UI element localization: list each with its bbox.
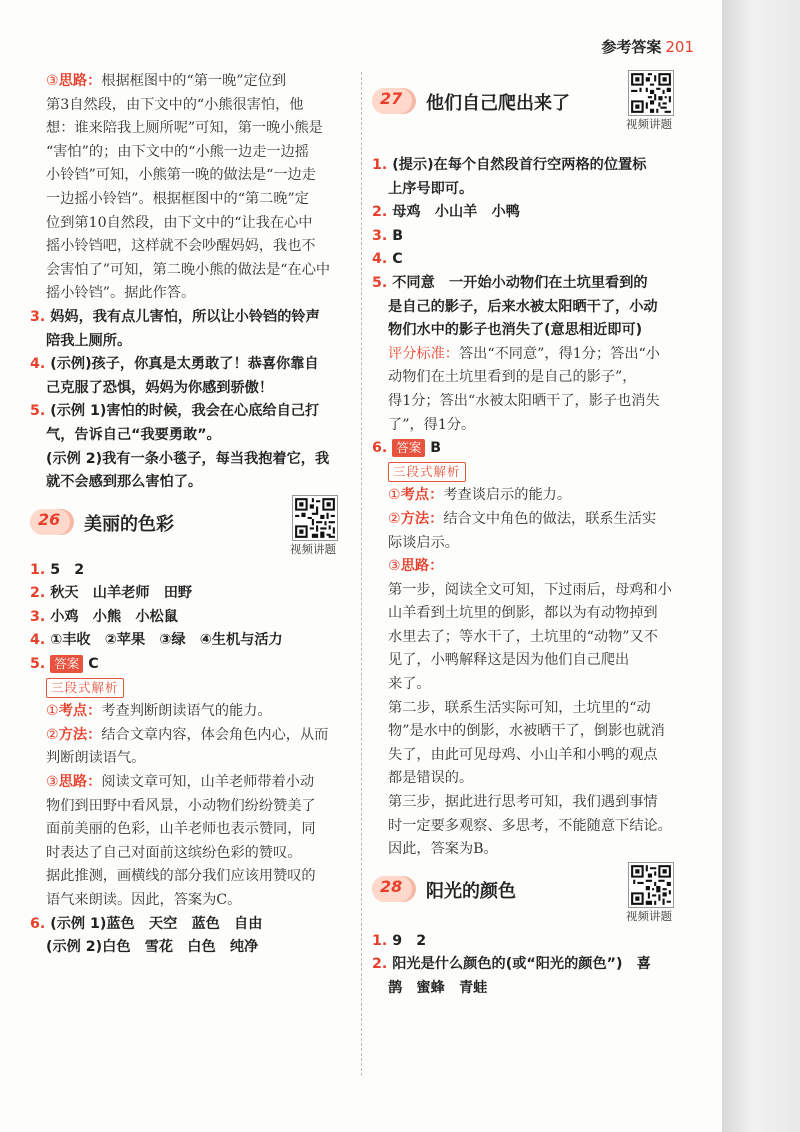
lesson-number: 28 — [380, 876, 403, 896]
answer-5: 5. 不同意 一开始小动物们在土坑里看到的 — [372, 274, 648, 291]
lesson-number: 27 — [380, 89, 403, 108]
scoring-line: 得1分；答出“水被太阳晒干了，影子也消失 — [388, 392, 660, 409]
think-line: 物们到田野中看风景，小动物们纷纷赞美了 — [46, 797, 316, 814]
answer-5: 5. (示例 1)害怕的时候，我会在心底给自己打 — [30, 403, 320, 420]
method-cont: 际谈启示。 — [388, 534, 459, 551]
answer-5-cont: 是自己的影子，后来水被太阳晒干了，小动 — [388, 298, 658, 315]
answer-1: 1. 5 2 — [30, 561, 85, 578]
answer-3: 3. 妈妈，我有点儿害怕，所以让小铃铛的铃声 — [30, 308, 320, 325]
step-3: 第三步，据此进行思考可知，我们遇到事情 — [388, 794, 658, 811]
answer-5-cont: 气，告诉自己“我要勇敢”。 — [46, 426, 221, 443]
answer-3: 3. 小鸡 小熊 小松鼠 — [30, 608, 178, 625]
answer-5-cont: 物们水中的影子也消失了(意思相近即可) — [388, 322, 643, 339]
qr-caption: 视频讲题 — [626, 908, 672, 923]
think-label: ③思路： — [388, 558, 444, 575]
method-cont: 判断朗读语气。 — [46, 750, 146, 767]
think-line: 小铃铛”可知，小熊第一晚的做法是“一边走 — [46, 167, 316, 184]
lesson-title: 他们自己爬出来了 — [426, 93, 570, 114]
qr-caption: 视频讲题 — [290, 541, 336, 556]
step-line: 因此，答案为B。 — [388, 841, 498, 858]
step-line: 见了，小鸭解释这是因为他们自己爬出 — [388, 652, 630, 669]
answer-6: 6. (示例 1)蓝色 天空 蓝色 自由 — [30, 915, 263, 932]
scoring-standard: 评分标准：答出“不同意”，得1分；答出“小 — [388, 345, 660, 362]
three-step-label: 三段式解析 — [372, 461, 694, 485]
answer-2-cont: 鹊 蜜蜂 青蛙 — [388, 980, 488, 996]
step-line: 失了，由此可见母鸡、小山羊和小鸭的观点 — [388, 746, 658, 763]
step-line: 都是错误的。 — [388, 770, 474, 787]
think-line: 位到第10自然段，由下文中的“让我在心中 — [46, 214, 313, 231]
column-divider — [361, 72, 362, 1076]
answer-5: 5. 答案 C — [30, 656, 99, 673]
think: ③思路：阅读文章可知，山羊老师带着小动 — [46, 774, 315, 791]
scoring-line: 动物们在土坑里看到的是自己的影子”， — [388, 369, 637, 386]
answer-4-cont: 己克服了恐惧，妈妈为你感到骄傲！ — [46, 379, 274, 396]
think-line: 一边摇小铃铛”。根据框图中的“第二晚”定 — [46, 190, 309, 207]
q2-think-first-line: ③思路：根据框图中的“第一晚”定位到 — [46, 73, 287, 89]
answer-5-example2: (示例 2)我有一条小毯子，每当我抱着它，我 — [46, 450, 330, 467]
answer-4: 4. (示例)孩子，你真是太勇敢了！恭喜你靠自 — [30, 356, 319, 373]
step-line: 时一定要多观察、多思考，不能随意下结论。 — [388, 817, 672, 834]
right-column — [372, 74, 694, 1001]
think-line: 摇小铃铛”。据此作答。 — [46, 285, 196, 302]
think-line: 面前美丽的色彩，山羊老师也表示赞同，同 — [46, 821, 316, 838]
method: ②方法：结合文中角色的做法，联系生活实 — [388, 510, 657, 527]
qr-caption: 视频讲题 — [626, 117, 672, 131]
step-1: 第一步，阅读全文可知，下过雨后，母鸡和小 — [388, 581, 672, 598]
think-line: 时表达了自己对面前这缤纷色彩的赞叹。 — [46, 844, 302, 861]
lesson-title: 阳光的颜色 — [426, 880, 516, 902]
step-2: 第二步，联系生活实际可知，土坑里的“动 — [388, 699, 651, 716]
lesson-28-header — [372, 862, 694, 923]
step-line: 水里去了；等水干了，土坑里的“动物”又不 — [388, 628, 658, 645]
step-line: 物”是水中的倒影，水被晒干了，倒影也就消 — [388, 723, 665, 740]
answer-2: 2. 秋天 山羊老师 田野 — [30, 585, 193, 602]
answer-5-example2-cont: 就不会感到那么害怕了。 — [46, 474, 203, 491]
answer-6-example2: (示例 2)白色 雪花 白色 纯净 — [46, 939, 259, 956]
answer-2: 2. 母鸡 小山羊 小鸭 — [372, 204, 520, 221]
think-line: 语气来朗读。因此，答案为C。 — [46, 892, 242, 908]
lesson-27-header — [372, 74, 694, 132]
test-point: ①考点：考查判断朗读语气的能力。 — [46, 703, 272, 720]
think-line: 摇小铃铛吧，这样就不会吵醒妈妈，我也不 — [46, 238, 316, 255]
answer-badge: 答案 — [50, 655, 83, 673]
answer-3: 3. B — [372, 227, 404, 244]
page-number: 201 — [665, 38, 694, 56]
answer-1: 1. 9 2 — [372, 932, 427, 949]
think-line: 据此推测，画横线的部分我们应该用赞叹的 — [46, 868, 316, 885]
header-title: 参考答案 — [601, 38, 662, 56]
answer-6: 6. 答案 B — [372, 440, 442, 457]
think-line: 第3自然段，由下文中的“小熊很害怕，他 — [46, 96, 304, 113]
page-edge — [722, 0, 800, 1132]
left-column — [30, 70, 350, 960]
answer-4: 4. C — [372, 251, 403, 268]
think-line: 想：谁来陪我上厕所呢”可知，第一晚小熊是 — [46, 120, 323, 137]
test-point: ①考点：考查谈启示的能力。 — [388, 487, 572, 504]
step-line: 来了。 — [388, 676, 431, 693]
qr-code-icon[interactable] — [292, 495, 338, 541]
qr-code-icon[interactable] — [628, 70, 674, 116]
method: ②方法：结合文章内容，体会角色内心，从而 — [46, 726, 329, 743]
step-line: 山羊看到土坑里的倒影，都以为有动物掉到 — [388, 605, 658, 622]
lesson-26-header — [30, 495, 350, 556]
scoring-line: 了”，得1分。 — [388, 416, 476, 433]
three-step-label: 三段式解析 — [30, 677, 350, 701]
think-line: “害怕”的；由下文中的“小熊一边走一边摇 — [46, 143, 309, 160]
answer-4: 4. ①丰收 ②苹果 ③绿 ④生机与活力 — [30, 632, 283, 649]
answer-1-cont: 上序号即可。 — [388, 180, 474, 197]
lesson-number: 26 — [38, 509, 61, 529]
page-header — [601, 36, 694, 57]
qr-code-icon[interactable] — [628, 862, 674, 908]
answer-1: 1. (提示)在每个自然段首行空两格的位置标 — [372, 157, 647, 173]
answer-badge: 答案 — [392, 439, 425, 457]
answer-3-cont: 陪我上厕所。 — [46, 332, 132, 349]
answer-2: 2. 阳光是什么颜色的(或“阳光的颜色”) 喜 — [372, 956, 651, 973]
lesson-title: 美丽的色彩 — [84, 513, 174, 535]
think-line: 会害怕了”可知，第二晚小熊的做法是“在心中 — [46, 261, 331, 278]
